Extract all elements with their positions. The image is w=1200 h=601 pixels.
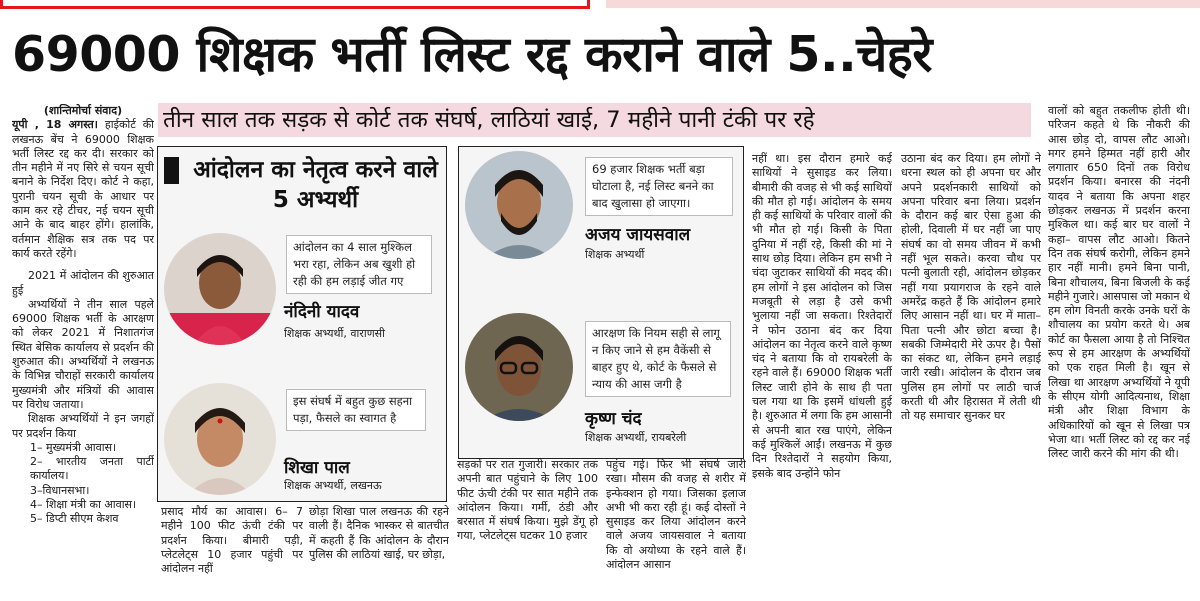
list-item: 2– भारतीय जनता पार्टी कार्यालय। (30, 455, 154, 483)
byline: (शान्तिमोर्चा संवाद) (43, 104, 123, 117)
name-shikha-pal: शिखा पाल (284, 458, 350, 478)
leaders-box-1 (157, 146, 447, 502)
subheading-locations: शिक्षक अभ्यर्थियों ने इन जगहों पर प्रदर्शन किया (12, 412, 154, 440)
role-krishna-chand: शिक्षक अभ्यर्थी, रायबरेली (585, 431, 687, 444)
list-item: 4– शिक्षा मंत्री का आवास। (30, 498, 137, 512)
article-column-7: उठाना बंद कर दिया। हम लोगों ने धरना स्थल को ही अपना घर और अपने प्रदर्शनकारी साथियों को अपना परिवार बना लिया। प्रदर्शन के दौरान कई बार ऐसा हुआ की होली, दिवाली में घर नहीं जा पाए संघर्ष का वो समय जीवन में कभी नहीं भूल सकते। करवा चौथ पर पत्नी बुलाती रही, आंदोलन छोड़कर नहीं गया प्रयागराज के रहने वाले अमरेंद्र कहते हैं कि आंदोलन हमारे लिए आसान नहीं था। घर में माता–पिता पत्नी और छोटा बच्चा है। सबकी जिम्मेदारी मेरे ऊपर है। पैसों का संकट था, लेकिन हमने लड़ाई जारी रखी। आंदोलन के दौरान जब पुलिस हम लोगों पर लाठी चार्ज करती थी और हिरासत में लेती थी तो यह समाचार सुनकर घर (901, 152, 1041, 423)
quote-nandini-yadav: आंदोलन का 4 साल मुश्किल भरा रहा, लेकिन अब खुशी हो रही की हम लड़ाई जीत गए (286, 235, 432, 294)
name-nandini-yadav: नंदिनी यादव (284, 302, 360, 322)
article-column-3: छोड़ा शिखा पाल लखनऊ की रहने वाली हैं। दैनिक भास्कर से बातचीत में कहती हैं कि आंदोलन के दौरान पुलिस की लाठियां खाई, घर छोड़ा, (309, 505, 449, 561)
list-item: 3–विधानसभा। (30, 483, 90, 497)
article-column-2: प्रसाद मौर्य का आवास। 6– 7 महीने 100 फीट ऊंची टंकी पर प्रदर्शन किया। बीमारी पड़ी, प्लेटलेट्स 10 हजार पहुंची पर आंदोलन नहीं (161, 505, 303, 576)
masthead-pink-bar (606, 0, 1200, 8)
role-nandini-yadav: शिक्षक अभ्यर्थी, वाराणसी (284, 327, 385, 340)
subheadline: तीन साल तक सड़क से कोर्ट तक संघर्ष, लाठियां खाई, 7 महीने पानी टंकी पर रहे (163, 107, 815, 133)
quote-shikha-pal: इस संघर्ष में बहुत कुछ सहना पड़ा, फैसले का स्वागत है (286, 389, 426, 431)
role-ajay-jaiswal: शिक्षक अभ्यर्थी (585, 248, 645, 261)
lead-paragraph: हाईकोर्ट की लखनऊ बेंच ने 69000 शिक्षक भर्ती लिस्ट रद्द कर दी। सरकार को तीन महीने में नए सिरे से चयन सूची बनाने के निर्देश दिए। कोर्ट ने कहा, पुरानी चयन सूची के आधार पर काम कर रहे टीचर, नई चयन सूची आने के बाद बाहर होंगे। हालांकि, वर्तमान शैक्षिक सत्र तक पद पर कार्य करते रहेंगे। (12, 118, 154, 260)
list-item: 5– डिप्टी सीएम केशव (30, 512, 119, 526)
name-ajay-jaiswal: अजय जायसवाल (585, 225, 691, 245)
name-krishna-chand: कृष्ण चंद (585, 409, 642, 429)
title-marker (164, 157, 179, 184)
role-shikha-pal: शिक्षक अभ्यर्थी, लखनऊ (284, 479, 382, 492)
subheading-2021: 2021 में आंदोलन की शुरुआत हुई (12, 269, 154, 297)
dateline: यूपी , 18 अगस्त। (12, 118, 98, 132)
portrait-ajay-jaiswal (465, 151, 573, 259)
portrait-krishna-chand (465, 313, 573, 421)
portrait-nandini-yadav (164, 233, 276, 345)
quote-krishna-chand: आरक्षण कि नियम सही से लागू न किए जाने से हम वैकेंसी से बाहर हुए थे, कोर्ट के फैसले से न्याय की आस जगी है (585, 321, 731, 397)
article-column-1 (12, 104, 154, 527)
list-item: 1– मुख्यमंत्री आवास। (30, 440, 117, 454)
article-column-4: सड़कों पर रात गुजारी। सरकार तक अपनी बात पहुंचाने के लिए 100 फीट ऊंची टंकी पर सात महीने तक आंदोलन किया। गर्मी, ठंडी और बरसात में संघर्ष किया। मुझे डेंगू हो गया, प्लेटलेट्स घटकर 10 हजार (457, 458, 598, 543)
portrait-shikha-pal (164, 383, 276, 495)
box-title: आंदोलन का नेतृत्व करने वाले 5 अभ्यर्थी (193, 157, 438, 213)
masthead-red-bar (0, 0, 590, 9)
quote-ajay-jaiswal: 69 हजार शिक्षक भर्ती बड़ा घोटाला है, नई लिस्ट बनने का बाद खुलासा हो जाएगा। (585, 157, 733, 216)
article-column-5: पहुंच गई। फिर भी संघर्ष जारी रखा। मौसम की वजह से शरीर में इन्फेक्शन हो गया। जिसका इलाज अभी भी करा रही हूं। कई दोस्तों ने सुसाइड कर लिया आंदोलन करने वाले अजय जायसवाल ने बताया कि वो अयोध्या के रहने वाले हैं। आंदोलन आसान (606, 458, 746, 572)
paragraph: अभ्यर्थियों ने तीन साल पहले 69000 शिक्षक भर्ती के आरक्षण को लेकर 2021 में निशातगंज स्थित बेसिक कार्यालय से प्रदर्शन की शुरुआत की। अभ्यर्थियों ने लखनऊ के विभिन्न चौराहों सरकारी कार्यालय मुख्यमंत्री और मंत्रियों की आवास पर विरोध जताया। (12, 297, 154, 411)
article-column-6: नहीं था। इस दौरान हमारे कई साथियों ने सुसाइड कर लिया। बीमारी की वजह से भी कई साथियों की मौत हो गई। आंदोलन के समय ही कई साथियों के परिवार वालों की भी मौत हो गई। किसी के पिता दुनिया में नहीं रहे, किसी की मां ने साथ छोड़ दिया। लेकिन हम सभी ने चंदा जुटाकर साथियों की मदद की। हम लोगों ने इस आंदोलन को जिस मजबूती से लड़ा है उसे कभी भुलाया नहीं जा सकता। रिश्तेदारों ने फोन उठाना बंद कर दिया आंदोलन का नेतृत्व करने वाले कृष्ण चंद ने बताया कि वो रायबरेली के रहने वाले हैं। 69000 शिक्षक भर्ती लिस्ट जारी होने के साथ ही पता चल गया था कि इसमें धांधली हुई है। शुरुआत में लगा कि हम आसानी से अपनी बात रख पाएंगे, लेकिन कई मुश्किलें आईं। लखनऊ में कुछ दिन रिश्तेदारों ने सहयोग किया, इसके बाद उन्होंने फोन (752, 152, 892, 480)
leaders-box-2 (458, 146, 744, 459)
locations-list (12, 441, 154, 527)
article-column-8: वालों को बहुत तकलीफ होती थी। परिजन कहते थे कि नौकरी की आस छोड़ दो, वापस लौट आओ। मगर हमने हिम्मत नहीं हारी और लगातार 650 दिनों तक विरोध प्रदर्शन किया। बनारस की नंदनी यादव ने बताया कि अपना शहर छोड़कर लखनऊ में प्रदर्शन करना मुश्किल था। कई बार घर वालों ने कहा– वापस लौट आओ। कितने दिन तक संघर्ष करोगी, लेकिन हमने हार नहीं मानी। हमने बिना पानी, बिना शौचालय, बिना बिजली के कई महीने गुजारे। आसपास जो मकान थे हम लोग विनती करके उनके घरों के शौचालय का प्रयोग करते थे। अब कोर्ट का फैसला आया है तो निश्चित रूप से हम आरक्षण के अभ्यर्थियों को एक राहत मिली है। खून से लिखा था आरक्षण अभ्यर्थियों ने यूपी के सीएम योगी आदित्यनाथ, शिक्षा मंत्री और शिक्षा विभाग के अधिकारियों को खून से लिखा पत्र भेजा था। भर्ती लिस्ट को रद्द कर नई लिस्ट जारी करने की मांग की थी। (1048, 104, 1190, 461)
headline: 69000 शिक्षक भर्ती लिस्ट रद्द कराने वाले 5..चेहरे (12, 26, 932, 83)
